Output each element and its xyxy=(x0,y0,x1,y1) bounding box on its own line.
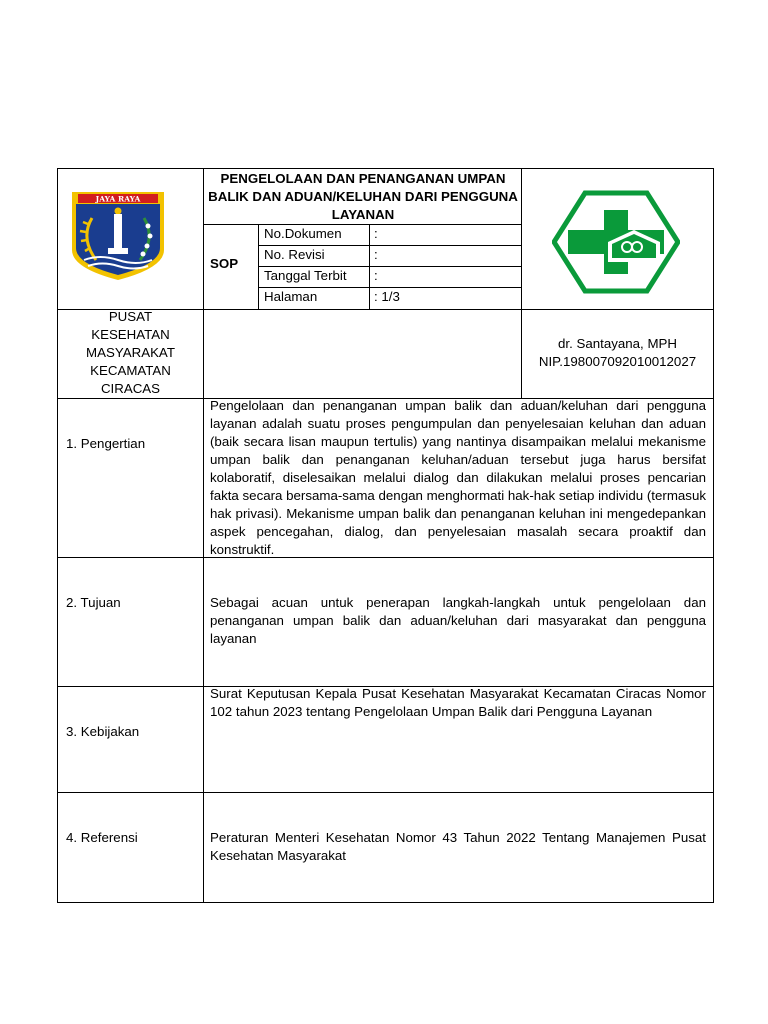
emblem-banner-text: JAYA RAYA xyxy=(95,194,141,204)
org-line: PUSAT xyxy=(108,309,153,324)
field-label-divider xyxy=(258,224,259,310)
section-label-pengertian: 1. Pengertian xyxy=(66,436,146,451)
field-label-no-dokumen: No.Dokumen xyxy=(264,226,342,241)
jakarta-emblem-icon xyxy=(70,190,166,282)
org-line: MASYARAKAT xyxy=(86,345,175,360)
section-divider-3 xyxy=(57,792,714,793)
section-text-referensi: Peraturan Menteri Kesehatan Nomor 43 Tahun 2022 Tentang Manajemen Pusat Kesehatan Masyarakat xyxy=(210,830,706,863)
sop-label: SOP xyxy=(210,256,239,271)
section-label-tujuan: 2. Tujuan xyxy=(66,595,121,610)
field-label-no-revisi: No. Revisi xyxy=(264,247,325,262)
section-text-tujuan: Sebagai acuan untuk penerapan langkah-langkah untuk pengelolaan dan penanganan umpan balik dan aduan/keluhan dari masyarakat dan pengguna layanan xyxy=(210,595,706,646)
puskesmas-logo-icon xyxy=(552,190,680,294)
header-divider xyxy=(204,224,521,225)
section-text-pengertian: Pengelolaan dan penanganan umpan balik dan aduan/keluhan dari pengguna layanan adalah suatu proses pengumpulan dan penyelesaian keluhan dan aduan (baik secara lisan maupun tertulis) yang nantinya disampaikan melalui mekanisme umpan balik dan penanganan keluhan/aduan tersebut juga harus bersifat kolaboratif, diselesaikan melalui dialog dan dilakukan melalui proses pencarian fakta secara bersama-sama dengan menghormati hak-hak setiap individu (termasuk hak privasi). Mekanisme umpan balik dan penanganan keluhan ini mengedepankan aspek pencegahan, dialog, dan penyelesaian masalah secara proaktif dan konstruktif. xyxy=(210,398,706,557)
field-label-halaman: Halaman xyxy=(264,289,318,304)
field-value-halaman: : 1/3 xyxy=(374,289,400,304)
field-value-no-revisi: : xyxy=(374,247,378,262)
org-line: KECAMATAN xyxy=(90,363,171,378)
table-border-right xyxy=(713,168,714,903)
field-value-divider xyxy=(369,224,370,310)
section-label-kebijakan: 3. Kebijakan xyxy=(66,724,140,739)
section-label-referensi: 4. Referensi xyxy=(66,830,138,845)
field-value-tanggal-terbit: : xyxy=(374,268,378,283)
signatory-nip: NIP.198007092010012027 xyxy=(538,354,697,369)
field-label-tanggal-terbit: Tanggal Terbit xyxy=(264,268,347,283)
table-border-bottom xyxy=(57,902,714,903)
table-border-top xyxy=(57,168,714,169)
field-value-no-dokumen: : xyxy=(374,226,378,241)
org-name xyxy=(58,308,203,398)
document-title: PENGELOLAAN DAN PENANGANAN UMPAN BALIK DAN ADUAN/KELUHAN DARI PENGGUNA LAYANAN xyxy=(208,171,518,222)
signatory-name: dr. Santayana, MPH xyxy=(558,336,677,351)
column-divider-left xyxy=(203,168,204,903)
table-border-left xyxy=(57,168,58,903)
org-line: KESEHATAN xyxy=(91,327,170,342)
org-line: CIRACAS xyxy=(100,381,161,396)
section-text-kebijakan: Surat Keputusan Kepala Pusat Kesehatan Masyarakat Kecamatan Ciracas Nomor 102 tahun 2023 tentang Pengelolaan Umpan Balik dari Pengguna Layanan xyxy=(210,686,706,719)
